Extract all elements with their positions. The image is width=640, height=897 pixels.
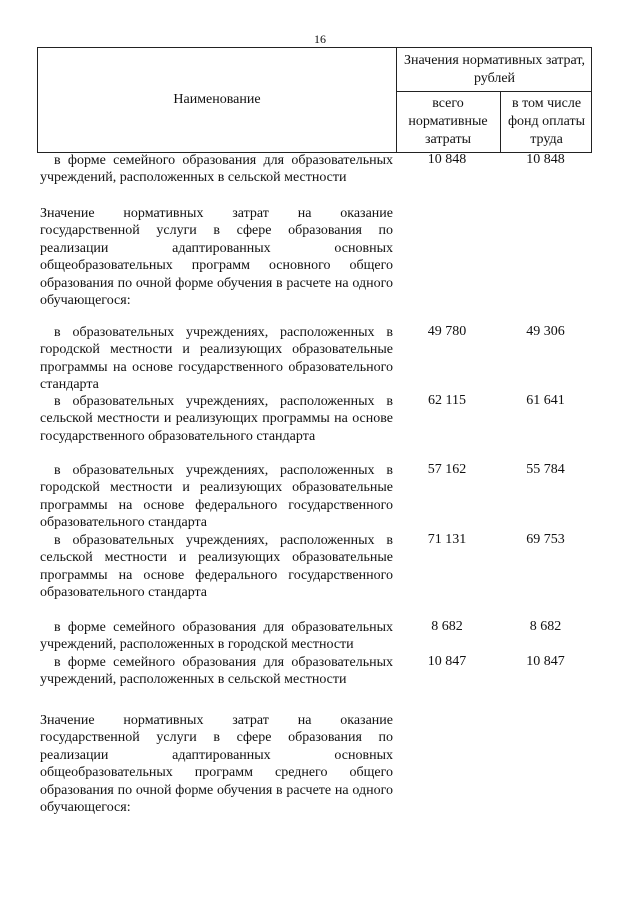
section-heading: Значение нормативных затрат на оказание государственной услуги в сфере образования по реализации адаптированных основных общеобразовательных программ среднего общего образования по очной форме обучения в расчете на одного обучающегося: — [40, 713, 393, 816]
row-fund: 61 641 — [526, 393, 565, 408]
header-name: Наименование — [173, 92, 261, 107]
header-divider — [396, 91, 591, 92]
row-total: 71 131 — [427, 532, 467, 547]
header-values: Значения нормативных затрат, рублей — [404, 53, 585, 86]
row-total: 57 162 — [427, 462, 467, 477]
row-total: 8 682 — [431, 619, 463, 634]
row-fund: 55 784 — [526, 462, 565, 477]
row-text: в форме семейного образования для образовательных учреждений, расположенных в сельской местности — [40, 655, 393, 688]
row-total: 10 848 — [427, 152, 467, 167]
row-fund: 49 306 — [526, 324, 565, 339]
page-number: 16 — [314, 32, 326, 46]
header-fund: в том числе фонд оплаты труда — [507, 96, 586, 147]
row-text: в образовательных учреждениях, расположенных в сельской местности и реализующих образовательные программы на основе федерального государственного образовательного стандарта — [40, 533, 393, 601]
table-header — [37, 47, 592, 153]
row-fund: 69 753 — [526, 532, 565, 547]
row-fund: 8 682 — [529, 619, 562, 634]
row-fund: 10 847 — [526, 654, 565, 669]
row-text: в образовательных учреждениях, расположенных в городской местности и реализующих образовательные программы на основе государственного образовательного стандарта — [40, 325, 393, 393]
header-total: всего нормативные затраты — [408, 96, 488, 147]
row-text: в форме семейного образования для образовательных учреждений, расположенных в сельской местности — [40, 153, 393, 186]
row-text: в форме семейного образования для образовательных учреждений, расположенных в городской местности — [40, 620, 393, 653]
row-total: 62 115 — [428, 393, 466, 408]
section-heading: Значение нормативных затрат на оказание государственной услуги в сфере образования по реализации адаптированных основных общеобразовательных программ основного общего образования по очной форме обучения в расчете на одного обучающегося: — [40, 206, 393, 309]
row-total: 49 780 — [427, 324, 467, 339]
row-text: в образовательных учреждениях, расположенных в городской местности и реализующих образовательные программы на основе федерального государственного образовательного стандарта — [40, 463, 393, 531]
row-fund: 10 848 — [526, 152, 565, 167]
row-total: 10 847 — [427, 654, 467, 669]
row-text: в образовательных учреждениях, расположенных в сельской местности и реализующих программы на основе государственного образовательного стандарта — [40, 394, 393, 444]
